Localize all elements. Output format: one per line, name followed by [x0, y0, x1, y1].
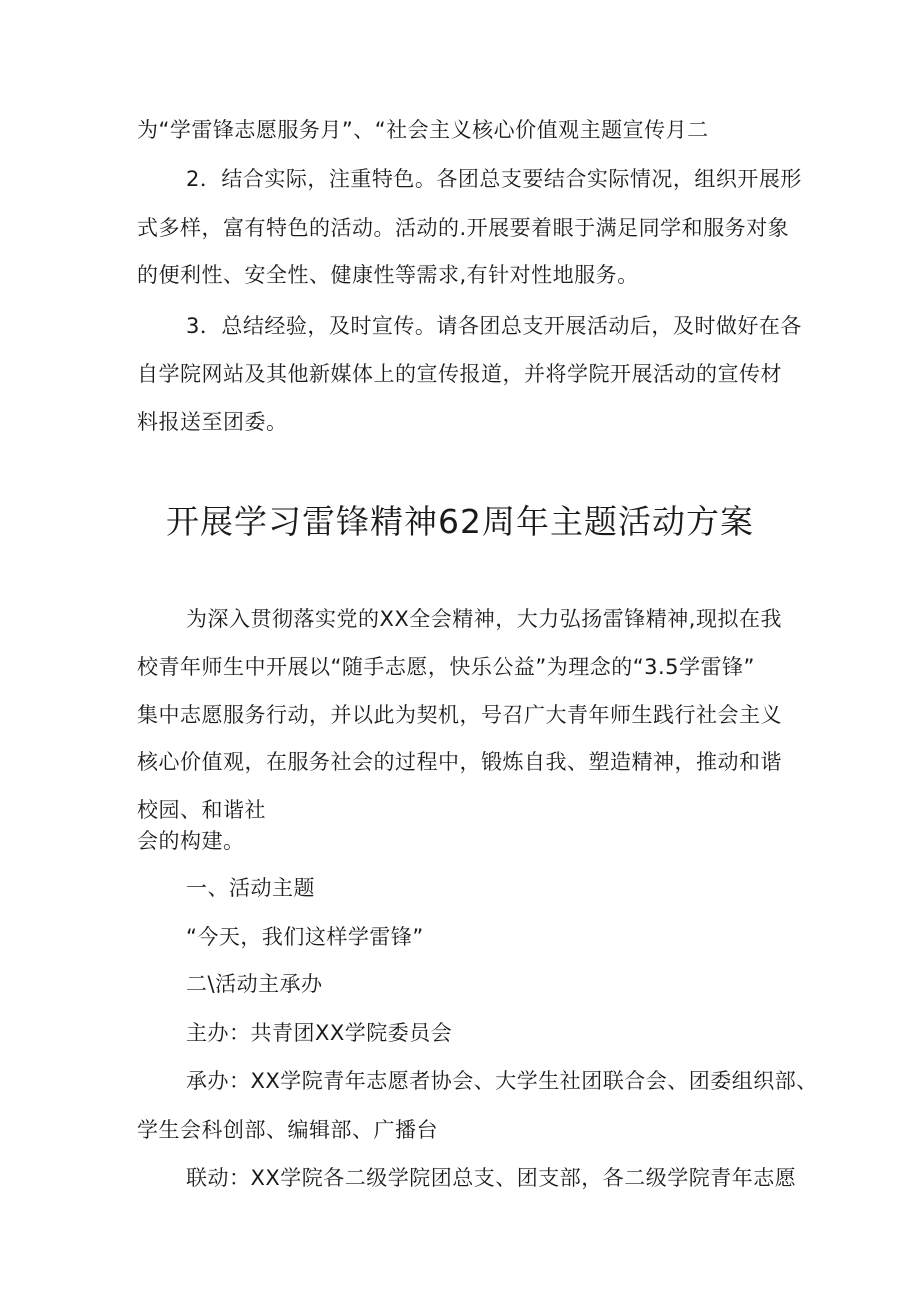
section-heading: 一、活动主题	[186, 876, 315, 900]
text-line: 校青年师生中开展以“随手志愿，快乐公益”为理念的“3.5学雷锋”	[137, 655, 755, 679]
text-line: 料报送至团委。	[137, 410, 288, 434]
text-line: 的便利性、安全性、健康性等需求,有针对性地服务。	[137, 263, 639, 287]
text-line: 联动：XX学院各二级学院团总支、团支部，各二级学院青年志愿	[186, 1166, 797, 1190]
text-line: 会的构建。	[137, 829, 245, 853]
text-line: 为“学雷锋志愿服务月”、“社会主义核心价值观主题宣传月二	[137, 118, 709, 142]
text-line: 3．总结经验，及时宣传。请各团总支开展活动后，及时做好在各	[186, 314, 802, 338]
text-line: 学生会科创部、编辑部、广播台	[137, 1118, 438, 1142]
text-line: 核心价值观，在服务社会的过程中，锻炼自我、塑造精神，推动和谐	[137, 750, 782, 774]
text-line: 承办：XX学院青年志愿者协会、大学生社团联合会、团委组织部、	[186, 1069, 818, 1093]
section-heading: 二\活动主承办	[186, 972, 323, 996]
theme-slogan: “今天，我们这样学雷锋”	[186, 925, 424, 949]
text-line: 自学院网站及其他新媒体上的宣传报道，并将学院开展活动的宣传材	[137, 362, 782, 386]
text-line: 校园、和谐社	[137, 798, 266, 822]
text-line: 2．结合实际，注重特色。各团总支要结合实际情况，组织开展形	[186, 167, 802, 191]
text-line: 集中志愿服务行动，并以此为契机，号召广大青年师生践行社会主义	[137, 703, 782, 727]
text-line: 主办：共青团XX学院委员会	[186, 1021, 453, 1045]
text-line: 式多样，富有特色的活动。活动的.开展要着眼于满足同学和服务对象	[137, 216, 790, 240]
document-title: 开展学习雷锋精神62周年主题活动方案	[166, 502, 754, 541]
text-line: 为深入贯彻落实党的XX全会精神，大力弘扬雷锋精神,现拟在我	[186, 607, 782, 631]
